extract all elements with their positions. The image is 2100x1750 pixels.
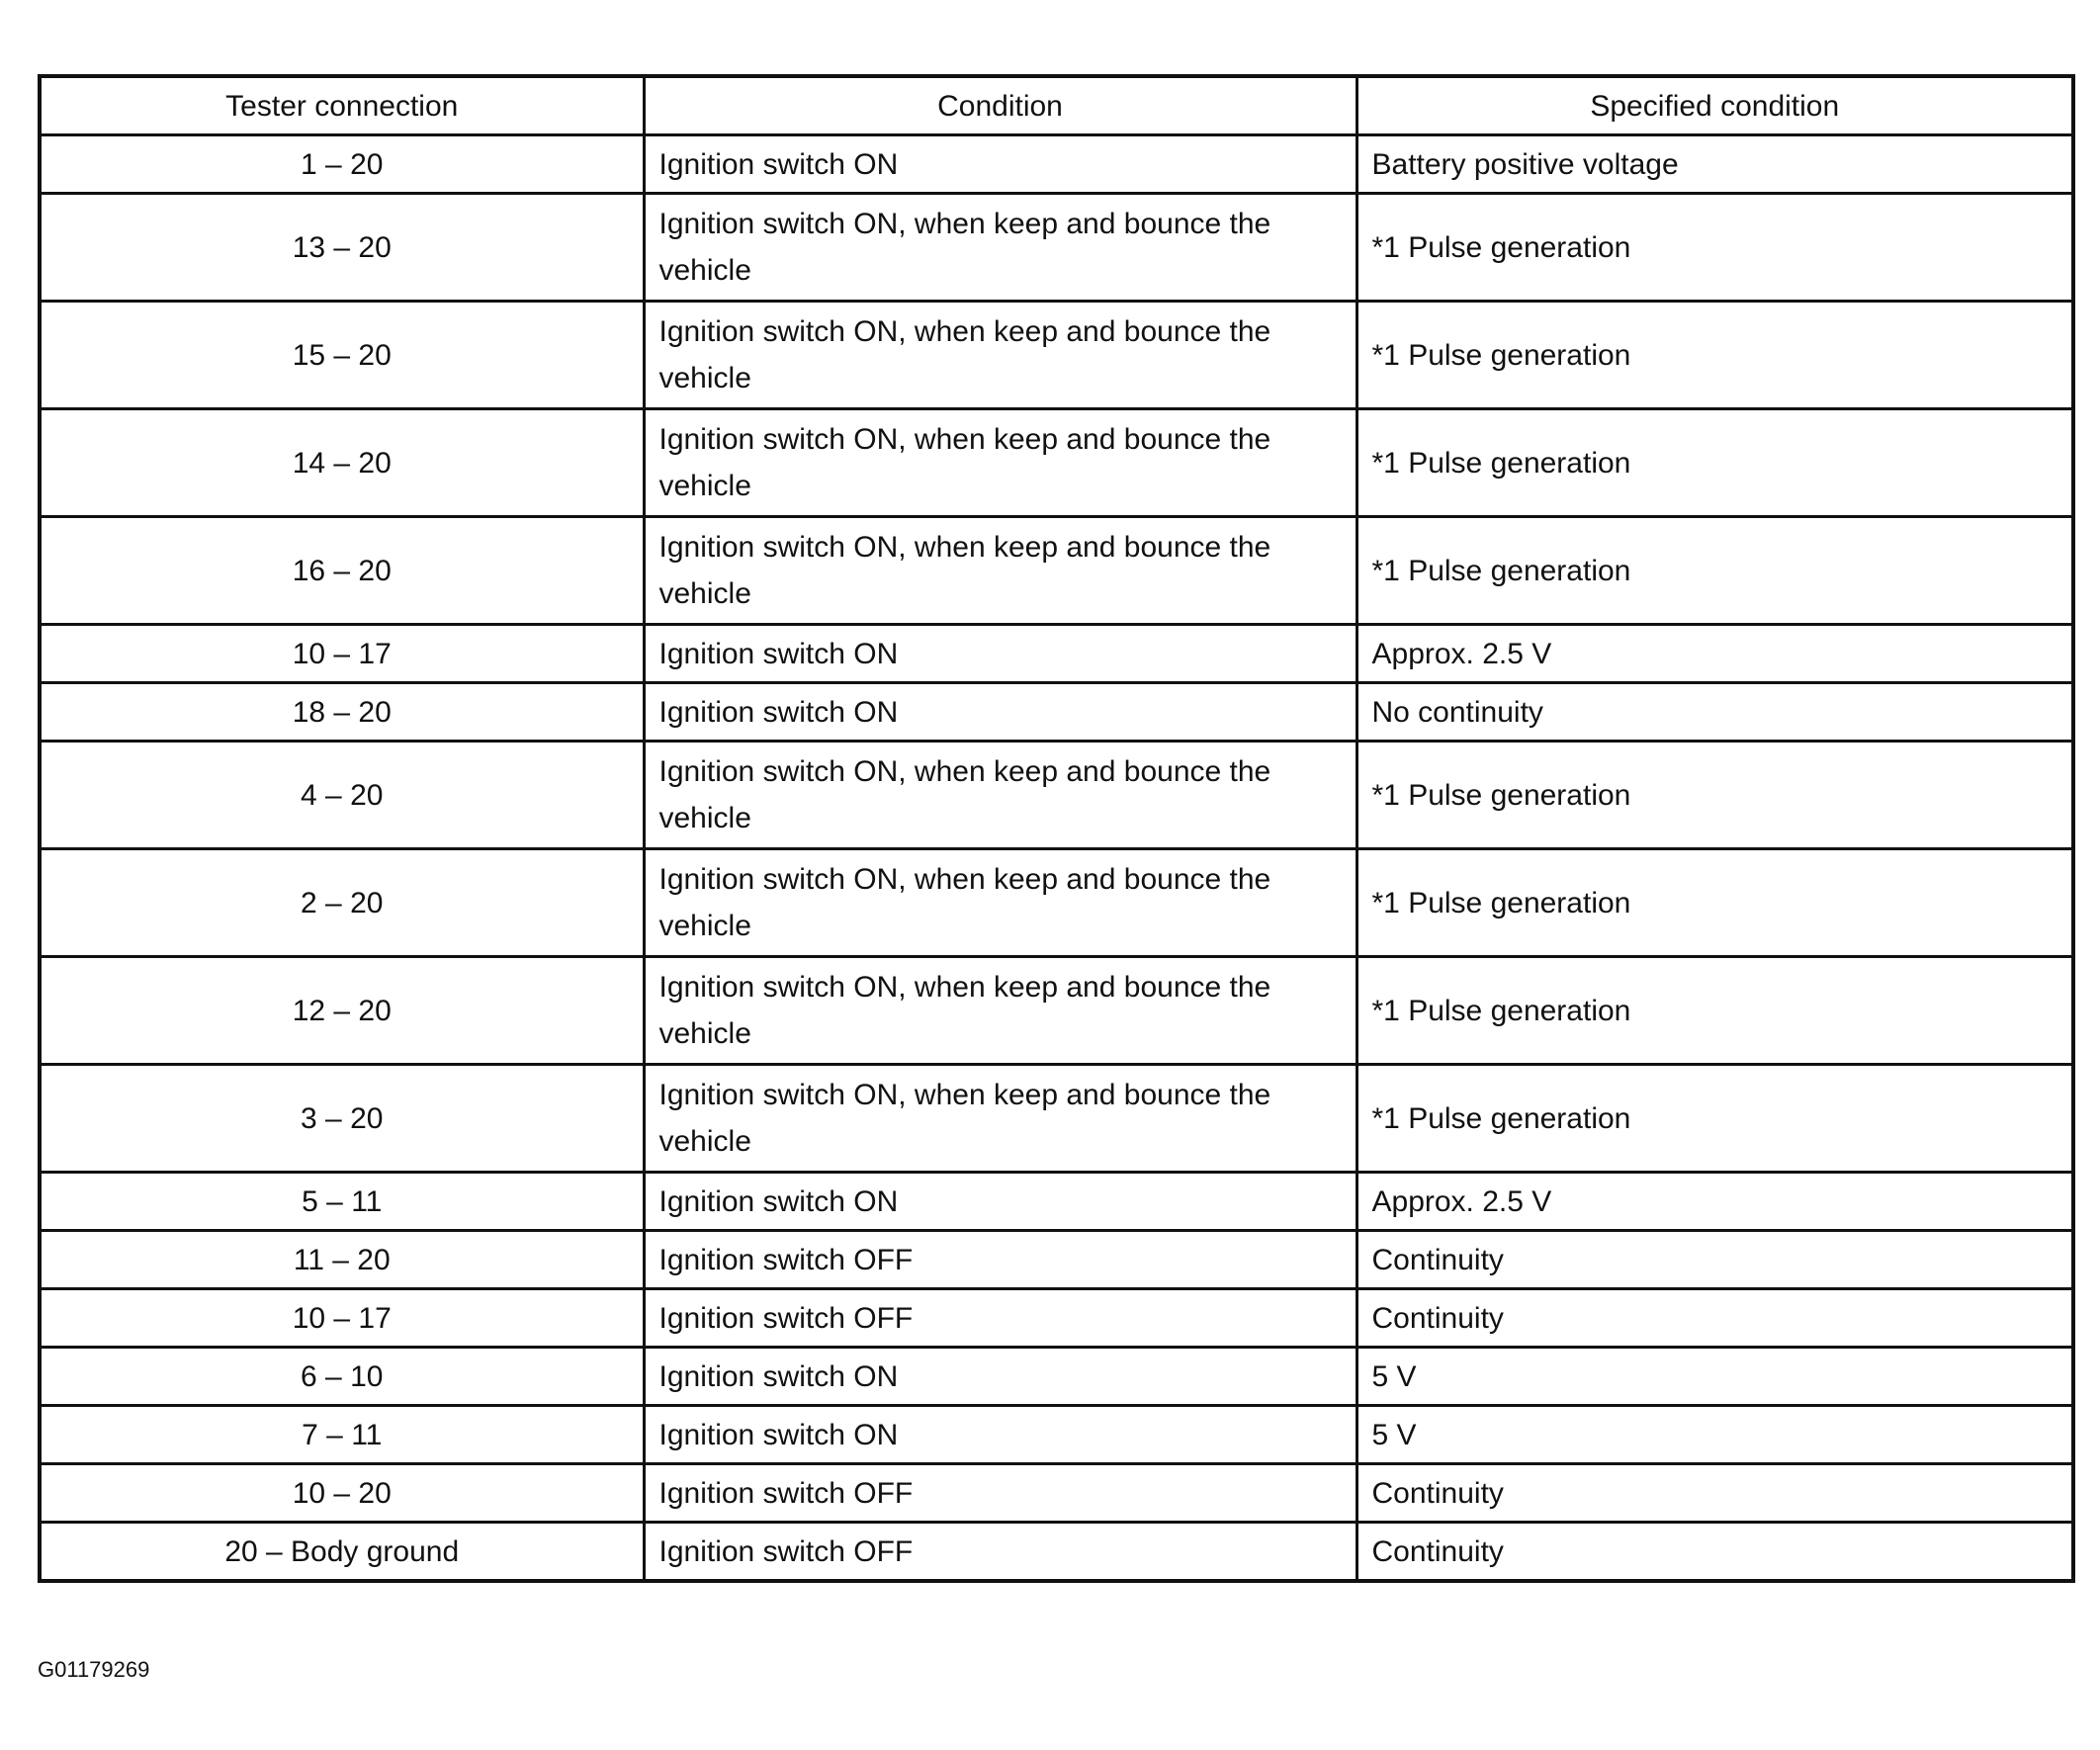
- cell-connection: 10 – 17: [40, 1289, 644, 1348]
- table-row: [40, 1173, 2073, 1231]
- cell-condition: Ignition switch OFF: [644, 1523, 1356, 1582]
- table-row: [40, 957, 2073, 1065]
- cell-connection: 3 – 20: [40, 1065, 644, 1173]
- table-row: [40, 517, 2073, 625]
- table-row: [40, 409, 2073, 517]
- table-row: [40, 194, 2073, 302]
- cell-specified: Approx. 2.5 V: [1356, 1173, 2073, 1231]
- cell-specified: Continuity: [1356, 1523, 2073, 1582]
- table-row: [40, 1406, 2073, 1464]
- cell-connection: 16 – 20: [40, 517, 644, 625]
- table-row: [40, 302, 2073, 409]
- table-row: [40, 625, 2073, 683]
- cell-specified: No continuity: [1356, 683, 2073, 742]
- header-condition: Condition: [644, 76, 1356, 135]
- cell-specified: *1 Pulse generation: [1356, 517, 2073, 625]
- table-row: [40, 1523, 2073, 1582]
- cell-specified: Approx. 2.5 V: [1356, 625, 2073, 683]
- cell-specified: *1 Pulse generation: [1356, 742, 2073, 849]
- table-row: [40, 1289, 2073, 1348]
- cell-condition: Ignition switch ON, when keep and bounce the vehicle: [644, 194, 1356, 302]
- cell-specified: Continuity: [1356, 1231, 2073, 1289]
- spec-table-container: [38, 74, 2071, 1583]
- cell-connection: 20 – Body ground: [40, 1523, 644, 1582]
- cell-connection: 7 – 11: [40, 1406, 644, 1464]
- cell-connection: 11 – 20: [40, 1231, 644, 1289]
- cell-specified: Battery positive voltage: [1356, 135, 2073, 194]
- table-row: [40, 135, 2073, 194]
- cell-connection: 1 – 20: [40, 135, 644, 194]
- cell-condition: Ignition switch ON: [644, 625, 1356, 683]
- cell-condition: Ignition switch ON: [644, 135, 1356, 194]
- cell-connection: 12 – 20: [40, 957, 644, 1065]
- table-row: [40, 1231, 2073, 1289]
- cell-connection: 10 – 20: [40, 1464, 644, 1523]
- cell-connection: 18 – 20: [40, 683, 644, 742]
- table-row: [40, 1348, 2073, 1406]
- cell-condition: Ignition switch ON, when keep and bounce the vehicle: [644, 409, 1356, 517]
- cell-specified: *1 Pulse generation: [1356, 409, 2073, 517]
- cell-condition: Ignition switch ON: [644, 1348, 1356, 1406]
- cell-condition: Ignition switch ON: [644, 1173, 1356, 1231]
- cell-specified: 5 V: [1356, 1348, 2073, 1406]
- cell-connection: 14 – 20: [40, 409, 644, 517]
- table-row: [40, 742, 2073, 849]
- cell-condition: Ignition switch ON, when keep and bounce the vehicle: [644, 849, 1356, 957]
- cell-connection: 13 – 20: [40, 194, 644, 302]
- cell-specified: *1 Pulse generation: [1356, 957, 2073, 1065]
- cell-specified: Continuity: [1356, 1289, 2073, 1348]
- header-specified-condition: Specified condition: [1356, 76, 2073, 135]
- cell-specified: Continuity: [1356, 1464, 2073, 1523]
- table-row: [40, 1065, 2073, 1173]
- cell-specified: *1 Pulse generation: [1356, 849, 2073, 957]
- cell-specified: *1 Pulse generation: [1356, 194, 2073, 302]
- cell-condition: Ignition switch ON: [644, 1406, 1356, 1464]
- cell-connection: 5 – 11: [40, 1173, 644, 1231]
- cell-condition: Ignition switch OFF: [644, 1464, 1356, 1523]
- header-row: [40, 76, 2073, 135]
- cell-condition: Ignition switch ON: [644, 683, 1356, 742]
- cell-specified: *1 Pulse generation: [1356, 1065, 2073, 1173]
- cell-condition: Ignition switch ON, when keep and bounce the vehicle: [644, 742, 1356, 849]
- table-row: [40, 849, 2073, 957]
- cell-condition: Ignition switch ON, when keep and bounce the vehicle: [644, 517, 1356, 625]
- cell-specified: *1 Pulse generation: [1356, 302, 2073, 409]
- cell-condition: Ignition switch ON, when keep and bounce the vehicle: [644, 957, 1356, 1065]
- cell-connection: 10 – 17: [40, 625, 644, 683]
- cell-connection: 4 – 20: [40, 742, 644, 849]
- cell-connection: 6 – 10: [40, 1348, 644, 1406]
- cell-condition: Ignition switch OFF: [644, 1289, 1356, 1348]
- cell-connection: 2 – 20: [40, 849, 644, 957]
- cell-condition: Ignition switch OFF: [644, 1231, 1356, 1289]
- cell-condition: Ignition switch ON, when keep and bounce the vehicle: [644, 1065, 1356, 1173]
- cell-connection: 15 – 20: [40, 302, 644, 409]
- figure-id: G01179269: [38, 1657, 150, 1682]
- tester-spec-table: [38, 74, 2075, 1583]
- table-row: [40, 683, 2073, 742]
- table-row: [40, 1464, 2073, 1523]
- cell-condition: Ignition switch ON, when keep and bounce the vehicle: [644, 302, 1356, 409]
- header-tester-connection: Tester connection: [40, 76, 644, 135]
- cell-specified: 5 V: [1356, 1406, 2073, 1464]
